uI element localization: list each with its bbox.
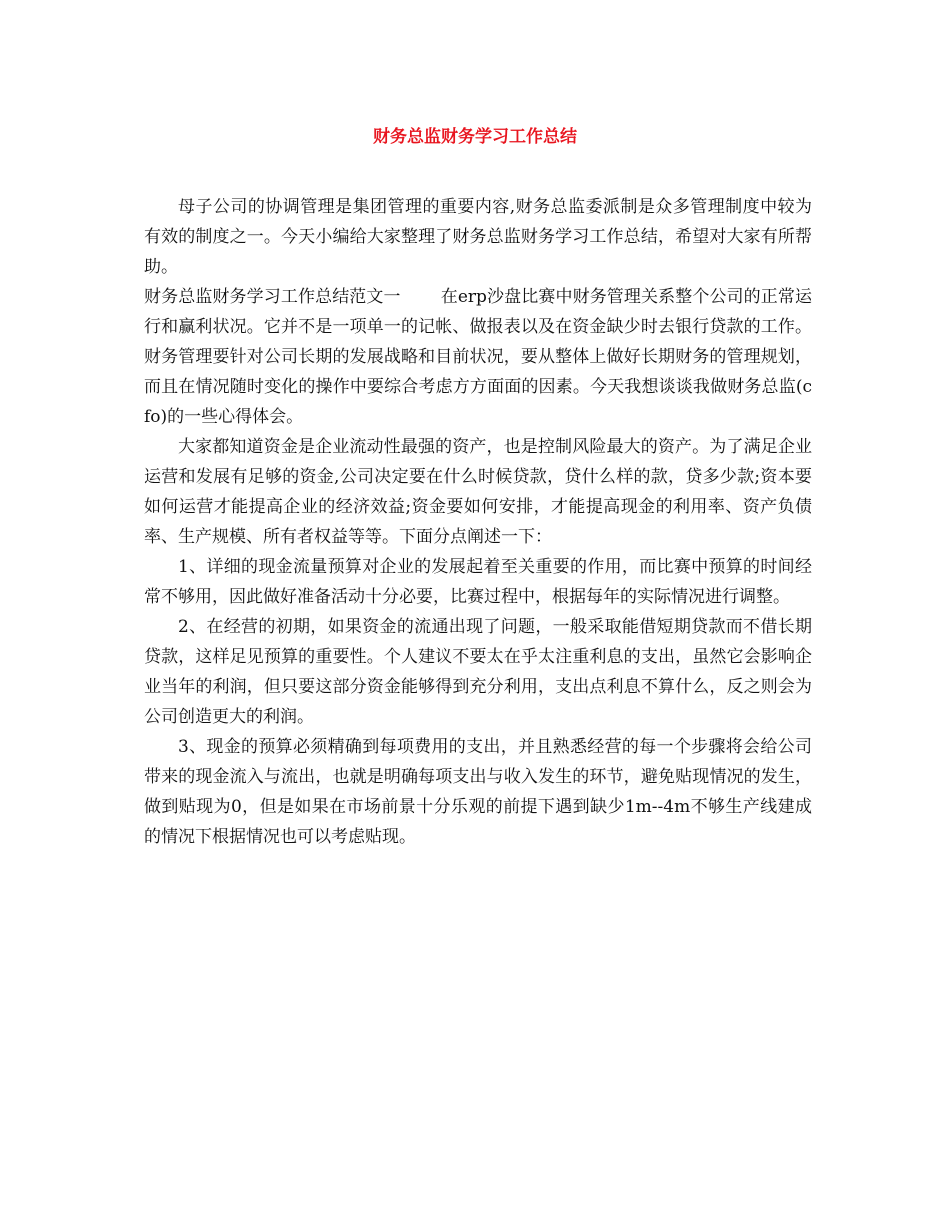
section-paragraph <box>144 282 812 432</box>
intro-paragraph: 母子公司的协调管理是集团管理的重要内容,财务总监委派制是众多管理制度中较为有效的制度之一。今天小编给大家整理了财务总监财务学习工作总结，希望对大家有所帮助。 <box>144 197 812 277</box>
body-paragraph-1: 大家都知道资金是企业流动性最强的资产，也是控制风险最大的资产。为了满足企业运营和发展有足够的资金,公司决定要在什么时候贷款，贷什么样的款，贷多少款;资本要如何运营才能提高企业的经济效益;资金要如何安排，才能提高现金的利用率、资产负债率、生产规模、所有者权益等等。下面分点阐述一下： <box>144 437 812 547</box>
body-paragraph-2: 1、详细的现金流量预算对企业的发展起着至关重要的作用，而比赛中预算的时间经常不够用，因此做好准备活动十分必要，比赛过程中，根据每年的实际情况进行调整。 <box>144 557 812 607</box>
document-title: 财务总监财务学习工作总结 <box>373 127 577 147</box>
body-paragraph-4: 3、现金的预算必须精确到每项费用的支出，并且熟悉经营的每一个步骤将会给公司带来的现金流入与流出，也就是明确每项支出与收入发生的环节，避免贴现情况的发生，做到贴现为0，但是如果在市场前景十分乐观的前提下遇到缺少1m--4m不够生产线建成的情况下根据情况也可以考虑贴现。 <box>144 737 812 847</box>
document-body <box>144 192 812 852</box>
body-paragraph-3: 2、在经营的初期，如果资金的流通出现了问题，一般采取能借短期贷款而不借长期贷款，这样足见预算的重要性。个人建议不要太在乎太注重利息的支出，虽然它会影响企业当年的利润，但只要这部分资金能够得到充分利用，支出点利息不算什么，反之则会为公司创造更大的利润。 <box>144 617 812 727</box>
section-heading: 财务总监财务学习工作总结范文一 <box>144 287 401 307</box>
section-lead-text: 在erp沙盘比赛中财务管理关系整个公司的正常运行和赢利状况。它并不是一项单一的记帐、做报表以及在资金缺少时去银行贷款的工作。财务管理要针对公司长期的发展战略和目前状况，要从整体上做好长期财务的管理规划，而且在情况随时变化的操作中要综合考虑方方面面的因素。今天我想谈谈我做财务总监(cfo)的一些心得体会。 <box>144 287 812 427</box>
